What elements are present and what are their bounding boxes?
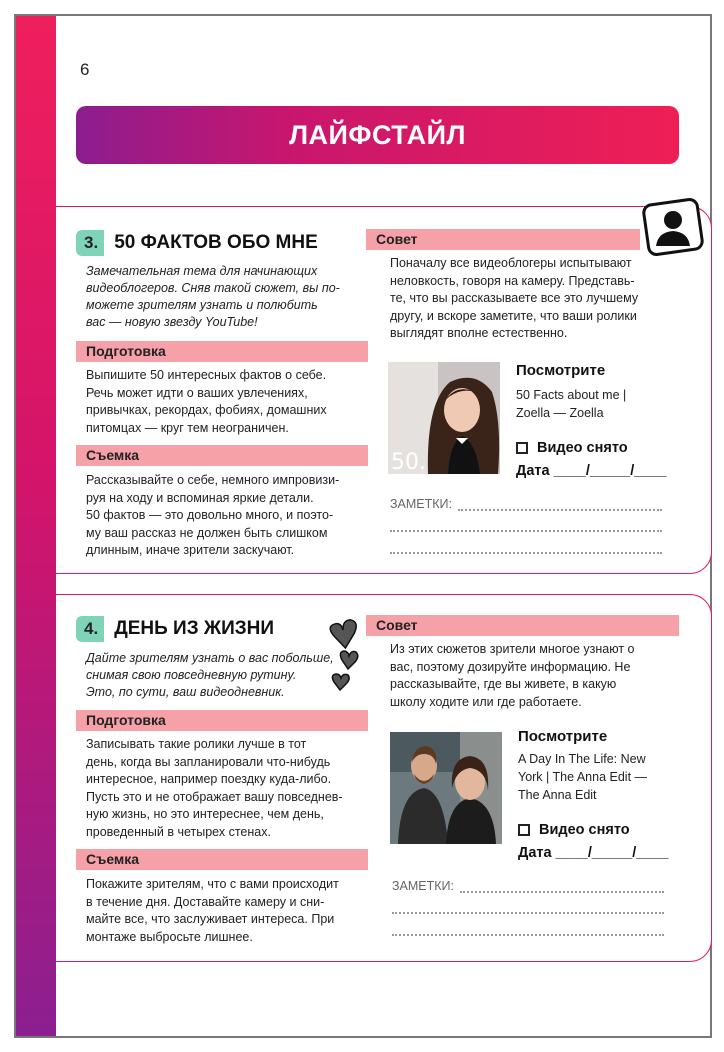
prep-label: Подготовка	[76, 710, 368, 731]
text-line: Поначалу все видеоблогеры испытывают	[390, 256, 632, 270]
tip-text	[390, 255, 638, 343]
watch-video-title	[516, 386, 626, 422]
side-color-bar	[16, 16, 56, 1036]
text-line: Покажите зрителям, что с вами происходит	[86, 877, 339, 891]
section-number: 3.	[76, 230, 104, 256]
tip-label: Совет	[366, 229, 640, 250]
notes-line	[460, 882, 664, 893]
notes-line	[392, 912, 664, 914]
text-line: му ваш рассказ не должен быть слишком	[86, 525, 328, 540]
text-line: 50 Facts about me |	[516, 388, 627, 402]
text-line: выглядят вполне естественно.	[390, 326, 568, 340]
notes-field	[392, 879, 664, 893]
text-line: интересное, например поездку куда-либо.	[86, 772, 332, 786]
section-heading	[76, 616, 274, 642]
video-done-checkbox-row[interactable]	[516, 440, 628, 456]
profile-photo-icon	[640, 196, 706, 258]
date-field: Дата ____/_____/____	[516, 463, 667, 479]
text-line: Выпишите 50 интересных фактов о себе.	[86, 368, 327, 382]
page-number: 6	[80, 60, 90, 79]
prep-text	[86, 736, 343, 841]
intro-line: Замечательная тема для начинающих	[86, 264, 318, 278]
video-done-label: Видео снято	[539, 822, 630, 838]
video-thumbnail-anna-edit	[390, 732, 502, 844]
shoot-label: Съемка	[76, 849, 368, 870]
shoot-label: Съемка	[76, 445, 368, 466]
notes-field	[390, 497, 662, 511]
text-line: Zoella — Zoella	[516, 406, 604, 420]
video-done-checkbox-row[interactable]	[518, 822, 630, 838]
prep-text	[86, 367, 327, 437]
intro-line: Дайте зрителям узнать о вас побольше,	[86, 651, 334, 665]
section-title: 50 ФАКТОВ ОБО МНЕ	[114, 232, 318, 253]
notes-line	[458, 500, 662, 511]
shoot-text	[86, 876, 339, 946]
text-line: неловкость, говоря на камеру. Представь-	[390, 273, 635, 288]
text-line: другу, и вскоре заметите, что ваши ролики	[390, 308, 637, 323]
notes-line	[390, 530, 662, 532]
text-line: майте все, что заслуживает интереса. При	[86, 912, 335, 926]
intro-line: Это, по сути, ваш видеодневник.	[86, 685, 285, 699]
notes-line	[390, 552, 662, 554]
watch-video-title	[518, 750, 647, 804]
text-line: в течение дня. Доставайте камеру и сни-	[86, 894, 325, 909]
video-thumbnail-zoella	[388, 362, 500, 474]
text-line: Пусть это и не отображает вашу повседнев-	[86, 789, 343, 804]
tip-text	[390, 641, 635, 711]
text-line: York | The Anna Edit —	[518, 770, 648, 784]
section-number: 4.	[76, 616, 104, 642]
chapter-title: ЛАЙФСТАЙЛ	[289, 119, 466, 150]
text-line: проведенный в четырех стенах.	[86, 824, 271, 839]
shoot-text	[86, 472, 339, 560]
text-line: длинным, иначе зрители заскучают.	[86, 543, 295, 557]
section-title: ДЕНЬ ИЗ ЖИЗНИ	[114, 618, 274, 639]
text-line: те, что вы рассказываете все это лучшему	[390, 291, 639, 305]
text-line: привычках, рекордах, фобиях, домашних	[86, 403, 327, 417]
text-line: питомцах — круг тем неограничен.	[86, 420, 289, 435]
text-line: Из этих сюжетов зрители многое узнают о	[390, 642, 635, 656]
chapter-title-banner	[76, 106, 679, 164]
text-line: день, когда вы запланировали что-нибудь	[86, 754, 331, 769]
text-line: руя на ходу и вспоминая яркие детали.	[86, 490, 314, 505]
text-line: Рассказывайте о себе, немного импровизи-	[86, 473, 340, 487]
tip-label: Совет	[366, 615, 679, 636]
intro-line: снимая свою повседневную рутину.	[86, 668, 297, 682]
text-line: Речь может идти о ваших увлечениях,	[86, 385, 308, 400]
notes-line	[392, 934, 664, 936]
thumbnail-overlay-text: 50.	[391, 450, 426, 474]
intro-line: можете зрителям узнать и полюбить	[86, 298, 318, 312]
section-heading	[76, 230, 318, 256]
notes-label: ЗАМЕТКИ:	[390, 497, 453, 511]
checkbox[interactable]	[516, 442, 528, 454]
text-line: школу ходите или где работаете.	[390, 694, 582, 709]
text-line: рассказывайте, где вы живете, в какую	[390, 677, 617, 691]
text-line: A Day In The Life: New	[518, 752, 646, 766]
section-intro	[86, 263, 340, 331]
text-line: монтаже выбросьте лишнее.	[86, 929, 253, 944]
date-field: Дата ____/_____/____	[518, 845, 669, 861]
watch-title: Посмотрите	[518, 728, 608, 745]
video-done-label: Видео снято	[537, 440, 628, 456]
text-line: Записывать такие ролики лучше в тот	[86, 737, 307, 751]
intro-line: видеоблогеров. Сняв такой сюжет, вы по-	[86, 281, 340, 295]
watch-title: Посмотрите	[516, 362, 606, 379]
text-line: ную жизнь, но это интереснее, чем день,	[86, 807, 324, 821]
text-line: The Anna Edit	[518, 788, 597, 802]
prep-label: Подготовка	[76, 341, 368, 362]
notes-label: ЗАМЕТКИ:	[392, 879, 455, 893]
checkbox[interactable]	[518, 824, 530, 836]
text-line: 50 фактов — это довольно много, и поэто-	[86, 508, 334, 522]
intro-line: вас — новую звезду YouTube!	[86, 315, 258, 329]
text-line: вас, поэтому дозируйте информацию. Не	[390, 659, 631, 674]
section-intro	[86, 650, 334, 701]
